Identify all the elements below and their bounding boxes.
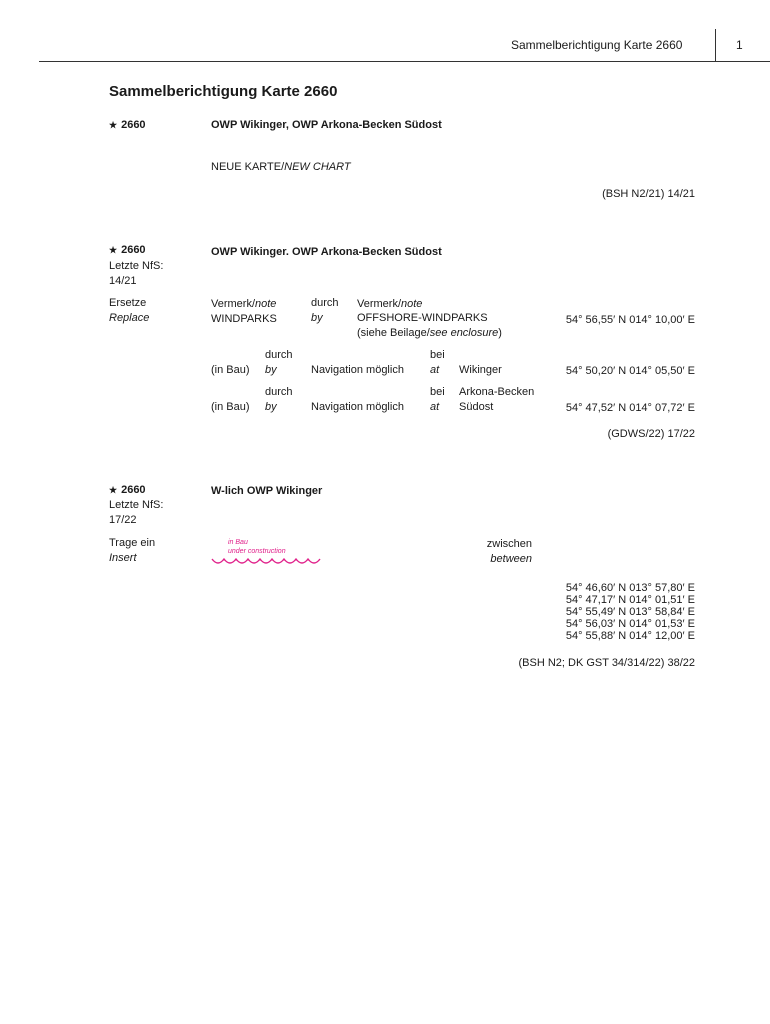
position-coordinates: 54° 50,20′ N 014° 05,50′ E [565, 365, 695, 377]
star-icon: ★ [109, 120, 118, 130]
place-name: Wikinger [459, 364, 502, 376]
page-number: 1 [736, 38, 743, 52]
at-label: bei [430, 349, 445, 361]
document-title: Sammelberichtigung Karte 2660 [109, 83, 338, 100]
section-title: OWP Wikinger. OWP Arkona-Becken Südost [211, 246, 442, 258]
coordinate-item: 54° 55,88′ N 014° 12,00′ E [565, 630, 695, 642]
action-label: Ersetze [109, 297, 147, 309]
star-icon: ★ [109, 245, 118, 255]
place-name-line2: Südost [459, 401, 494, 413]
wavy-line-icon [211, 556, 323, 568]
section-title: OWP Wikinger, OWP Arkona-Becken Südost [211, 119, 442, 131]
action-label-en: Insert [109, 552, 137, 564]
old-note-label: Vermerk/note [211, 298, 277, 310]
chart-number [109, 243, 146, 257]
source-reference: (BSH N2; DK GST 34/314/22) 38/22 [518, 657, 695, 669]
chart-number [109, 118, 146, 132]
between-label-en: between [490, 553, 532, 565]
chart-number [109, 483, 146, 497]
old-note-text: WINDPARKS [211, 313, 277, 325]
by-label-en: by [311, 312, 323, 324]
coordinate-item: 54° 56,03′ N 014° 01,53′ E [565, 618, 695, 630]
last-nfs-value: 17/22 [109, 514, 137, 526]
state-label: (in Bau) [211, 364, 250, 376]
action-label-en: Replace [109, 312, 150, 324]
navigation-text: Navigation möglich [311, 364, 404, 376]
position-coordinates: 54° 47,52′ N 014° 07,72′ E [565, 402, 695, 414]
by-label: durch [311, 297, 339, 309]
last-nfs-value: 14/21 [109, 275, 137, 287]
source-reference: (GDWS/22) 17/22 [607, 428, 695, 440]
enclosure-note: (siehe Beilage/see enclosure) [357, 327, 502, 339]
by-label: durch [265, 386, 293, 398]
new-note-text: OFFSHORE-WINDPARKS [357, 312, 488, 324]
new-chart-label: NEUE KARTE/NEW CHART [211, 161, 351, 173]
chart-number-value: 2660 [121, 119, 146, 131]
by-label: durch [265, 349, 293, 361]
last-nfs-label: Letzte NfS: [109, 499, 164, 511]
header-title: Sammelberichtigung Karte 2660 [511, 38, 683, 52]
coordinate-item: 54° 47,17′ N 014° 01,51′ E [565, 594, 695, 606]
symbol-label: in Bau [228, 539, 248, 546]
new-note-label: Vermerk/note [357, 298, 423, 310]
chart-number-value: 2660 [121, 484, 146, 496]
symbol-label-en: under construction [228, 548, 286, 555]
position-coordinates: 54° 56,55′ N 014° 10,00′ E [565, 314, 695, 326]
coordinate-item: 54° 55,49′ N 013° 58,84′ E [565, 606, 695, 618]
last-nfs-label: Letzte NfS: [109, 260, 164, 272]
between-label: zwischen [486, 538, 532, 550]
by-label-en: by [265, 364, 277, 376]
header-rule [39, 61, 770, 62]
source-reference: (BSH N2/21) 14/21 [602, 188, 695, 200]
navigation-text: Navigation möglich [311, 401, 404, 413]
header-divider-vertical [715, 29, 716, 61]
at-label-en: at [430, 401, 440, 413]
at-label-en: at [430, 364, 440, 376]
coordinate-item: 54° 46,60′ N 013° 57,80′ E [565, 582, 695, 594]
at-label: bei [430, 386, 445, 398]
section-title: W-lich OWP Wikinger [211, 485, 323, 497]
by-label-en: by [265, 401, 277, 413]
place-name: Arkona-Becken [459, 386, 535, 398]
action-label: Trage ein [109, 537, 156, 549]
chart-number-value: 2660 [121, 244, 146, 256]
state-label: (in Bau) [211, 401, 250, 413]
star-icon: ★ [109, 485, 118, 495]
